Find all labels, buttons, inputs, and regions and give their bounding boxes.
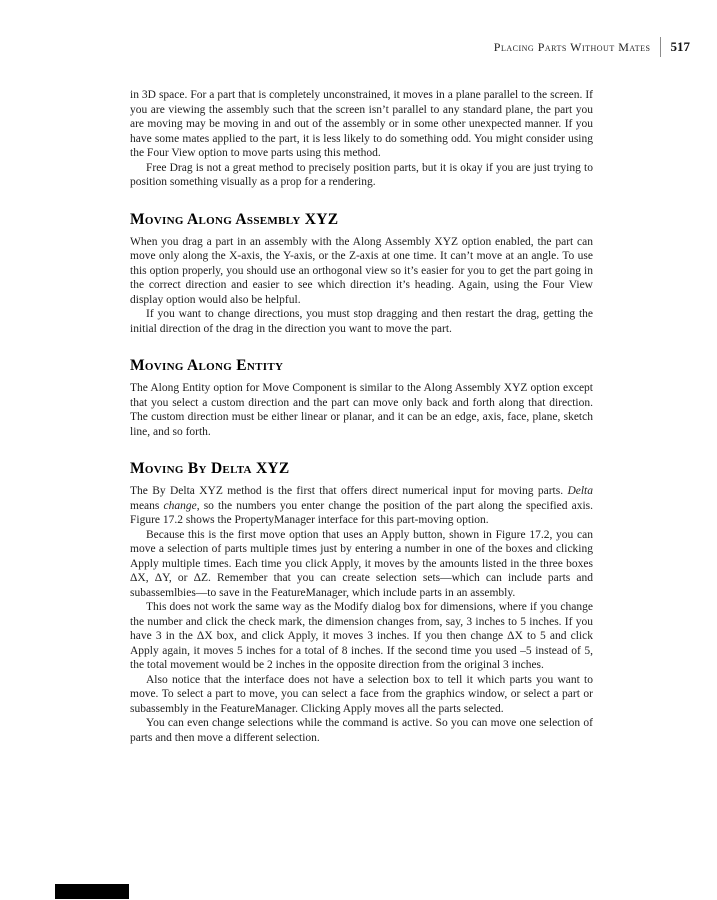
- text-run: The By Delta XYZ method is the first that offers direct numerical input for moving parts.: [130, 485, 568, 497]
- page-body: [130, 88, 593, 745]
- text-run: , so the numbers you enter change the position of the part along the specified axis. Figure 17.2 shows the PropertyManager interface for this part-moving option.: [130, 499, 593, 526]
- text-run: Also notice that the interface does not have a selection box to tell it which parts you want to move. To select a part to move, you can select a face from the graphics window, or select a part or subassembly in the FeatureManager. Clicking Apply moves all the parts selected.: [130, 673, 593, 715]
- paragraph: [130, 307, 593, 336]
- paragraph: [130, 600, 593, 673]
- paragraph: [130, 235, 593, 308]
- page-number: 517: [670, 39, 690, 54]
- text-run: Free Drag is not a great method to precisely position parts, but it is okay if you are just trying to position something visually as a prop for a rendering.: [130, 161, 593, 188]
- paragraph: [130, 88, 593, 161]
- paragraph: [130, 716, 593, 745]
- text-run: This does not work the same way as the Modify dialog box for dimensions, where if you change the number and click the check mark, the dimension changes from, say, 3 inches to 5 inches. If you have 3 in the ΔX box, and click Apply, it moves 3 inches. If you then change ΔX to 5 and click Apply again, it moves 5 inches for a total of 8 inches. If the second time you used –5 instead of 5, the total movement would be 2 inches in the opposite direction from the original 3 inches.: [130, 601, 593, 671]
- scan-mark: [55, 884, 129, 899]
- section-heading: Moving Along Assembly XYZ: [130, 210, 339, 228]
- text-run: If you want to change directions, you must stop dragging and then restart the drag, getting the initial direction of the drag in the direction you want to move the part.: [130, 308, 593, 335]
- paragraph: [130, 528, 593, 601]
- text-run: When you drag a part in an assembly with the Along Assembly XYZ option enabled, the part can move only along the X-axis, the Y-axis, or the Z-axis at one time. It can’t move at an angle. To use this option properly, you should use an orthogonal view so it’s easier for you to get the part going in the correct direction and easier to see which direction it’s heading. Again, using the Four View display option would also be helpful.: [130, 235, 593, 306]
- section-heading: Moving By Delta XYZ: [130, 460, 290, 477]
- header-divider: [660, 37, 661, 57]
- page-header: [494, 37, 690, 57]
- italic-text-run: change: [163, 499, 197, 512]
- text-run: You can even change selections while the command is active. So you can move one selection of parts and then move a different selection.: [130, 717, 593, 744]
- paragraph: [130, 484, 593, 528]
- paragraph: [130, 673, 593, 717]
- text-run: means: [130, 499, 164, 512]
- paragraph: [130, 381, 593, 439]
- paragraph: [130, 161, 593, 190]
- text-run: in 3D space. For a part that is completely unconstrained, it moves in a plane parallel to the screen. If you are viewing the assembly such that the screen isn’t parallel to any standard plane, the part you are moving may be moving in and out of the assembly or in some other unexpected manner. If you have some mates applied to the part, it is less likely to do something odd. You might consider using the Four View option to move parts using this method.: [130, 89, 593, 159]
- running-title: Placing Parts Without Mates: [493, 39, 651, 54]
- text-run: The Along Entity option for Move Component is similar to the Along Assembly XYZ option except that you select a custom direction and the part can move only back and forth along that direction. The custom direction must be either linear or planar, and it can be an edge, axis, face, plane, sketch line, and so forth.: [130, 382, 593, 438]
- section-heading: Moving Along Entity: [130, 357, 284, 374]
- text-run: Because this is the first move option that uses an Apply button, shown in Figure 17.2, you can move a selection of parts multiple times just by entering a number in one of the boxes and clicking Apply multiple times. Each time you click Apply, it moves by the amounts listed in the three boxes ΔX, ΔY, or ΔZ. Remember that you can create selection sets—which can include parts and subassemlbies—to save in the FeatureManager, which include parts in an assembly.: [130, 528, 593, 599]
- italic-text-run: Delta: [567, 485, 593, 497]
